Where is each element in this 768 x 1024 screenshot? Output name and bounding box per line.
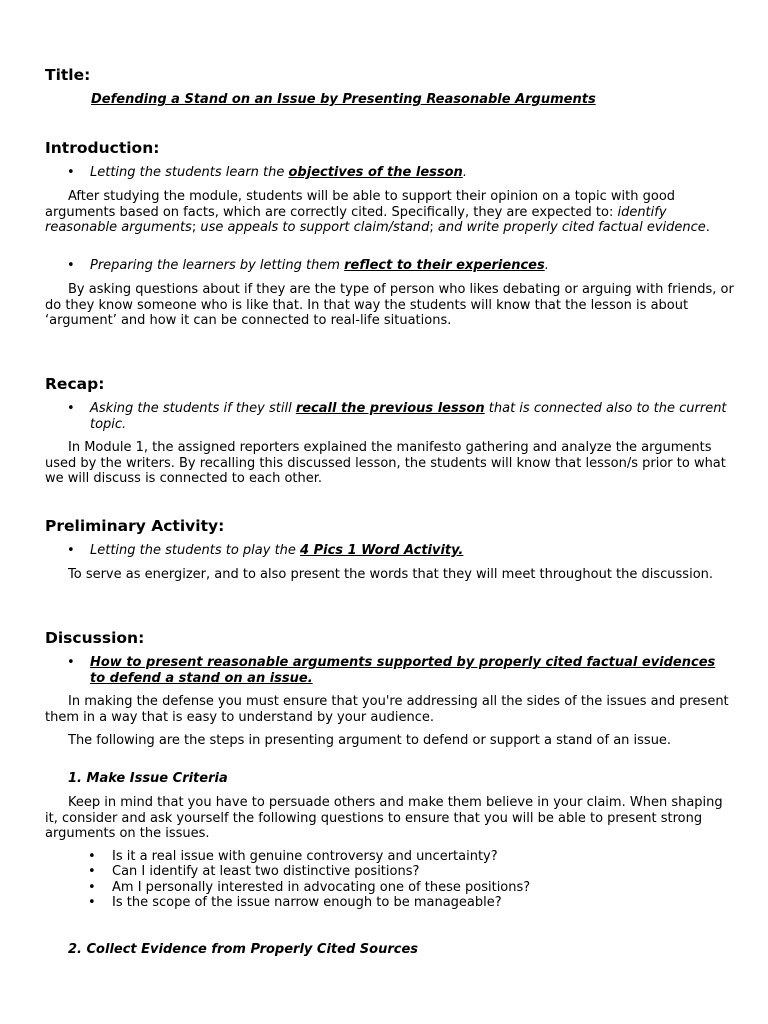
lesson-title: Defending a Stand on an Issue by Presenting Reasonable Arguments bbox=[91, 92, 596, 107]
bullet-icon: • bbox=[88, 849, 96, 864]
reflect-link: reflect to their experiences bbox=[344, 258, 545, 273]
intro-paragraph-2: By asking questions about if they are the type of person who likes debating or arguing with friends, or do they know someone who is like that. In that way the students will know that the lesson is about ‘argument’ and how it can be connected to real-life situations. bbox=[45, 282, 734, 328]
discussion-heading: Discussion: bbox=[45, 629, 145, 647]
bullet-icon: • bbox=[88, 864, 96, 879]
objectives-link: objectives of the lesson bbox=[288, 165, 463, 180]
document-page: Title: Defending a Stand on an Issue by Presenting Reasonable Arguments Introduction: • Letting the students learn the objectives of the lesson. After studying the module, students will be able to support their opinion on a topic with good arguments based on facts, which are correctly cited. Specifically, they are expected to: identify reasonable arguments; use appeals to support claim/stand; and write properly cited factual evidence. • Preparing the learners by letting them reflect to their experiences. By asking questions about if they are the type of person who likes debating or arguing with friends, or do they know someone who is like that. In that way the students will know that the lesson is about ‘argument’ and how it can be connected to real-life situations. Recap: • Asking the students if they still recall the previous lesson that is connected also to the current topic. In Module 1, the assigned reporters explained the manifesto gathering and analyze the arguments used by the writers. By recalling this discussed lesson, the students will know that lesson/s prior to what we will discuss is connected to each other. Preliminary Activity: • Letting the students to play the 4 Pics 1 Word Activity. To serve as energizer, and to also present the words that they will meet throughout the discussion. Discussion: • How to present reasonable arguments supported by properly cited factual evidences to defend a stand on an issue. In making the defense you must ensure that you're addressing all the sides of the issues and present them in a way that is easy to understand by your audience. The following are the steps in presenting argument to defend or support a stand of an issue. 1. Make Issue Criteria Keep in mind that you have to persuade others and make them believe in your claim. When shaping it, consider and ask yourself the following questions to ensure that you will be able to present strong arguments on the issues. • Is it a real issue with genuine controversy and uncertainty? • Can I identify at least two distinctive positions? • Am I personally interested in advocating one of these positions? • Is the scope of the issue narrow enough to be manageable? 2. Collect Evidence from Properly Cited Sources bbox=[45, 66, 734, 957]
recap-heading: Recap: bbox=[45, 375, 105, 393]
activity-link: 4 Pics 1 Word Activity. bbox=[300, 543, 464, 558]
title-heading: Title: bbox=[45, 66, 91, 84]
bullet-icon: • bbox=[67, 401, 75, 416]
step-1-heading: 1. Make Issue Criteria bbox=[68, 771, 228, 786]
recap-paragraph-1: In Module 1, the assigned reporters explained the manifesto gathering and analyze the arguments used by the writers. By recalling this discussed lesson, the students will know that lesson/s prior to what we will discuss is connected to each other. bbox=[45, 440, 726, 486]
bullet-icon: • bbox=[67, 543, 75, 558]
intro-paragraph-1: After studying the module, students will be able to support their opinion on a topic with good arguments based on facts, which are correctly cited. Specifically, they are expected to: identify reasonable arguments; use appeals to support claim/stand; and write properly cited factual evidence. bbox=[45, 189, 710, 235]
preliminary-paragraph-1: To serve as energizer, and to also present the words that they will meet throughout the discussion. bbox=[68, 567, 714, 582]
bullet-icon: • bbox=[88, 880, 96, 895]
bullet-icon: • bbox=[67, 165, 75, 180]
recall-link: recall the previous lesson bbox=[295, 401, 485, 416]
discussion-paragraph-2: The following are the steps in presenting argument to defend or support a stand of an issue. bbox=[68, 733, 672, 748]
bullet-icon: • bbox=[88, 895, 96, 910]
step-2-heading: 2. Collect Evidence from Properly Cited Sources bbox=[68, 942, 419, 957]
discussion-paragraph-3: Keep in mind that you have to persuade others and make them believe in your claim. When shaping it, consider and ask yourself the following questions to ensure that you will be able to present strong arguments on the issues. bbox=[45, 795, 723, 841]
preliminary-heading: Preliminary Activity: bbox=[45, 517, 225, 535]
bullet-icon: • bbox=[67, 655, 75, 670]
introduction-heading: Introduction: bbox=[45, 139, 160, 157]
bullet-icon: • bbox=[67, 258, 75, 273]
discussion-paragraph-1: In making the defense you must ensure that you're addressing all the sides of the issues and present them in a way that is easy to understand by your audience. bbox=[45, 694, 729, 725]
